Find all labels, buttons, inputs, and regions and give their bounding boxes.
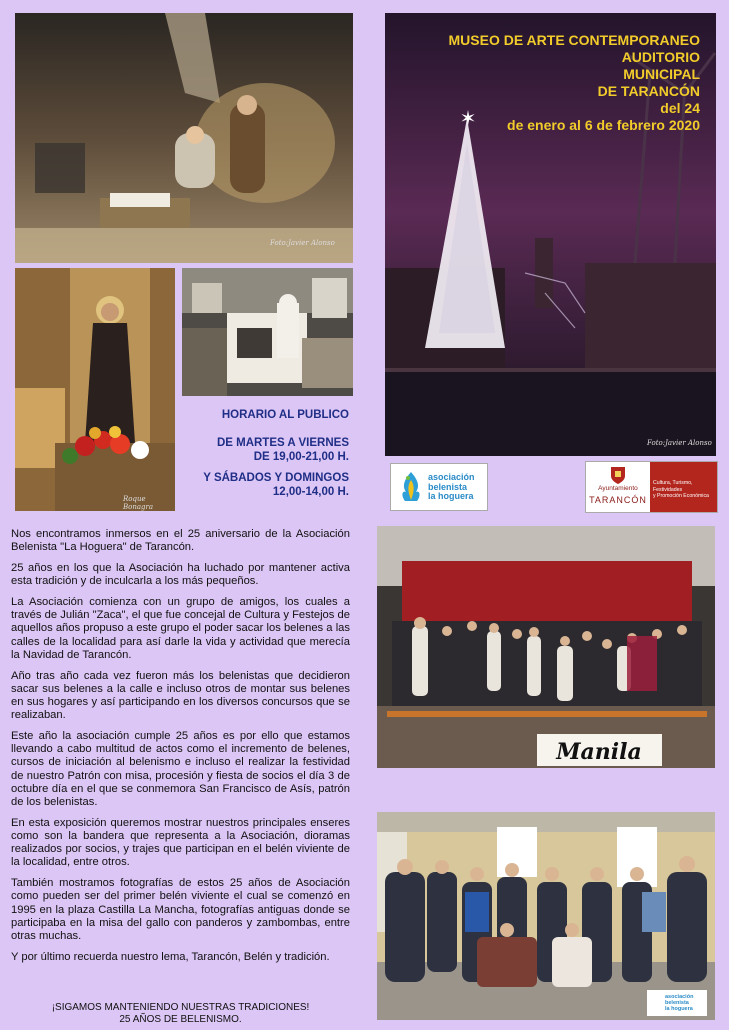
hoguera-logo <box>390 463 488 511</box>
ayuntamiento-town: TARANCÓN <box>589 495 647 505</box>
article-paragraph: La Asociación comienza con un grupo de amigos, los cuales a través de Julián "Zaca", el que fue concejal de Cultura y Festejos de aquellos años propuso a este grupo el poder sacar los belenes a las calles de la localidad para así darle la vida y actividad que merecía la Navidad de Tarancón. <box>11 596 350 661</box>
schedule-weekdays-hours: DE 19,00-21,00 H. <box>253 451 349 463</box>
article-paragraph: También mostramos fotografías de estos 25 años de Asociación como pueden ser del primer belén viviente el cual se comenzó en 1995 en la plaza Castilla La Mancha, fotografías antiguas donde se participaba en la misa del gallo con panderos y zambombas, entre otras muchas. <box>11 877 350 943</box>
article-paragraph: 25 años en los que la Asociación ha luchado por mantener activa esta tradición y de inculcarla a los más pequeños. <box>11 562 350 588</box>
slogan-line-2: 25 AÑOS DE BELENISMO. <box>119 1014 242 1025</box>
hoguera-mini-logo-line-2: belenista <box>665 1000 689 1006</box>
ayuntamiento-name: Ayuntamiento <box>598 485 638 492</box>
article-paragraph: Este año la asociación cumple 25 años es por ello que estamos llevando a cabo multitud de actos como el incremento de belenes, cursos de iniciación al belenismo e incluso el realizar la festividad de nuestro Patrón con misa, procesión y fiesta de socios el día 3 de octubre día en el que se conmemora San Francisco de Asís, patrón de los belenistas. <box>11 730 350 809</box>
photo-credit: Foto:Javier Alonso <box>647 439 712 447</box>
poster-title-line-3: MUNICIPAL <box>623 66 700 82</box>
schedule-heading: HORARIO AL PUBLICO <box>221 409 349 421</box>
christmas-tree-poster <box>385 13 716 456</box>
article-body <box>11 528 350 972</box>
poster-title-line-5: del 24 <box>660 100 700 116</box>
poster-title-line-6: de enero al 6 de febrero 2020 <box>507 117 700 133</box>
ayuntamiento-department-2: y Promoción Económica <box>653 493 709 499</box>
hoguera-logo-line-2: belenista <box>428 481 468 492</box>
ayuntamiento-department-1: Cultura, Turismo, Festividades <box>653 480 693 493</box>
ayuntamiento-logo <box>585 461 718 513</box>
article-paragraph: Año tras año cada vez fueron más los belenistas que decidieron sacar sus belenes a la calle e incluso otros de montar sus belenes en sus hogares y así participando en los diversos concursos que se realizaban. <box>11 669 350 722</box>
svg-text:✶: ✶ <box>459 106 477 130</box>
living-nativity-group-photo <box>377 526 715 768</box>
slogan <box>11 1002 350 1026</box>
hoguera-logo-line-1: asociación <box>428 472 475 482</box>
poster-title-line-4: DE TARANCÓN <box>597 83 700 99</box>
hoguera-mini-logo-line-3: la hoguera <box>665 1006 693 1012</box>
photo-credit: Foto:Javier Alonso <box>270 239 335 247</box>
diorama-photo <box>182 268 353 396</box>
article-paragraph: Nos encontramos inmersos en el 25 aniversario de la Asociación Belenista "La Hoguera" de Tarancón. <box>11 528 350 554</box>
nativity-scene-photo <box>15 13 353 263</box>
slogan-line-1: ¡SIGAMOS MANTENIENDO NUESTRAS TRADICIONES! <box>51 1002 310 1013</box>
poster-title-line-1: MUSEO DE ARTE CONTEMPORANEO <box>448 32 700 48</box>
manila-sign: Manila <box>556 739 642 765</box>
hoguera-mini-logo-line-1: asociación <box>665 994 694 1000</box>
coat-of-arms-icon <box>609 465 627 485</box>
hoguera-logo-line-3: la hoguera <box>428 491 474 501</box>
hoguera-flame-icon <box>398 470 424 504</box>
schedule-weekend-label: Y SÁBADOS Y DOMINGOS <box>203 472 349 484</box>
poster-title <box>400 32 700 134</box>
article-paragraph: En esta exposición queremos mostrar nuestros principales enseres como son la bandera que representa a la Asociación, dioramas realizados por socios, y trajes que participan en el belén viviente de la localidad, entre otros. <box>11 816 350 869</box>
saint-statue-photo <box>15 268 175 511</box>
poster-title-line-2: AUDITORIO <box>621 49 700 65</box>
photo-credit: Roque Bonagra <box>123 495 154 511</box>
association-members-photo <box>377 812 715 1020</box>
article-paragraph: Y por último recuerda nuestro lema, Tarancón, Belén y tradición. <box>11 950 330 963</box>
schedule-weekdays-label: DE MARTES A VIERNES <box>216 437 349 449</box>
hoguera-mini-logo <box>653 994 707 1014</box>
schedule-weekend-hours: 12,00-14,00 H. <box>272 486 349 498</box>
